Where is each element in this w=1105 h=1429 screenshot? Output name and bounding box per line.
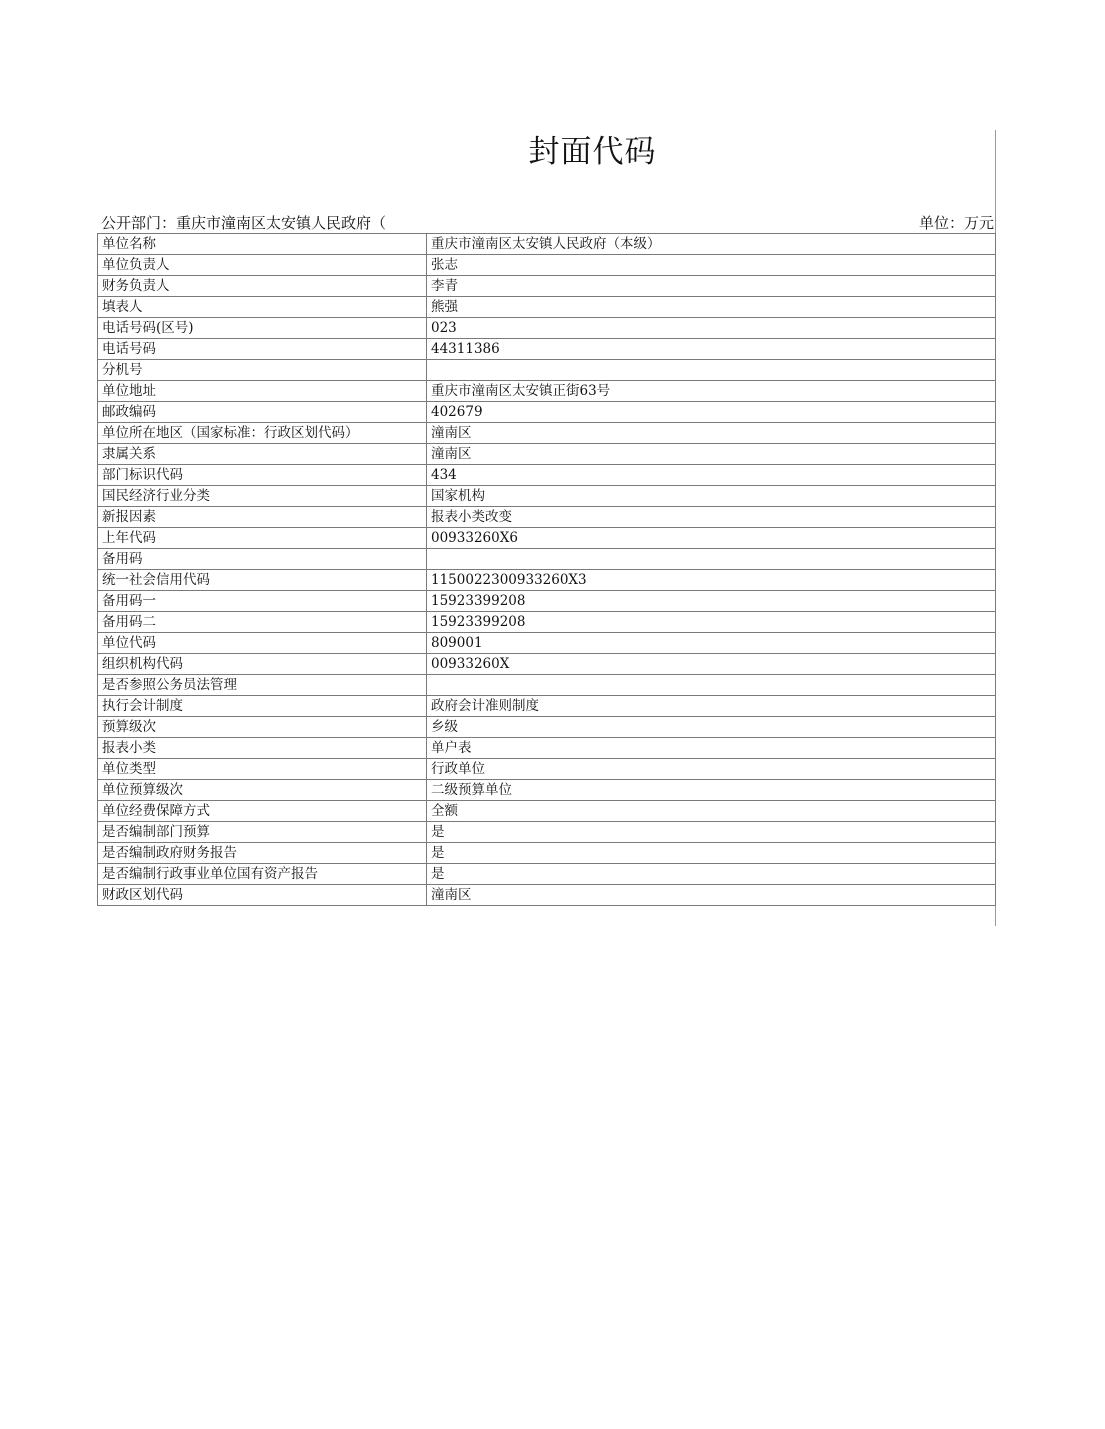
table-row [98, 423, 996, 444]
table-row [98, 297, 996, 318]
cover-code-table [97, 233, 996, 906]
row-label: 财政区划代码 [98, 885, 427, 906]
row-value: 潼南区 [427, 444, 996, 465]
row-label: 电话号码(区号) [98, 318, 427, 339]
row-value: 报表小类改变 [427, 507, 996, 528]
row-label: 单位负责人 [98, 255, 427, 276]
row-label: 新报因素 [98, 507, 427, 528]
row-value: 402679 [427, 402, 996, 423]
row-value: 单户表 [427, 738, 996, 759]
table-row [98, 780, 996, 801]
table-row [98, 465, 996, 486]
row-label: 分机号 [98, 360, 427, 381]
row-label: 隶属关系 [98, 444, 427, 465]
row-value: 1150022300933260X3 [427, 570, 996, 591]
row-value [427, 360, 996, 381]
table-row [98, 381, 996, 402]
row-value: 乡级 [427, 717, 996, 738]
row-value: 44311386 [427, 339, 996, 360]
row-label: 国民经济行业分类 [98, 486, 427, 507]
row-value: 张志 [427, 255, 996, 276]
row-label: 备用码一 [98, 591, 427, 612]
row-value: 潼南区 [427, 423, 996, 444]
table-header-meta [101, 212, 994, 234]
row-value: 是 [427, 822, 996, 843]
table-row [98, 633, 996, 654]
row-label: 是否编制部门预算 [98, 822, 427, 843]
table-row [98, 612, 996, 633]
unit-label: 单位：万元 [918, 214, 994, 232]
row-value: 行政单位 [427, 759, 996, 780]
row-value: 李青 [427, 276, 996, 297]
table-row [98, 675, 996, 696]
table-row [98, 507, 996, 528]
row-value: 00933260X6 [427, 528, 996, 549]
row-value: 是 [427, 864, 996, 885]
row-value: 二级预算单位 [427, 780, 996, 801]
table-row [98, 360, 996, 381]
row-value: 15923399208 [427, 612, 996, 633]
row-value: 023 [427, 318, 996, 339]
table-row [98, 276, 996, 297]
row-value: 政府会计准则制度 [427, 696, 996, 717]
table-row [98, 759, 996, 780]
row-label: 填表人 [98, 297, 427, 318]
row-label: 是否编制行政事业单位国有资产报告 [98, 864, 427, 885]
row-value [427, 675, 996, 696]
table-row [98, 738, 996, 759]
table-row [98, 864, 996, 885]
table-row [98, 717, 996, 738]
cover-code-table-body [98, 234, 996, 906]
row-label: 执行会计制度 [98, 696, 427, 717]
row-label: 是否参照公务员法管理 [98, 675, 427, 696]
row-value [427, 549, 996, 570]
row-label: 是否编制政府财务报告 [98, 843, 427, 864]
row-label: 组织机构代码 [98, 654, 427, 675]
row-label: 单位名称 [98, 234, 427, 255]
page-title: 封面代码 [528, 134, 657, 170]
row-label: 单位所在地区（国家标准：行政区划代码） [98, 423, 427, 444]
table-row [98, 255, 996, 276]
table-row [98, 234, 996, 255]
row-label: 上年代码 [98, 528, 427, 549]
row-value: 熊强 [427, 297, 996, 318]
table-row [98, 570, 996, 591]
row-label: 单位类型 [98, 759, 427, 780]
row-label: 财务负责人 [98, 276, 427, 297]
row-label: 备用码二 [98, 612, 427, 633]
table-row [98, 486, 996, 507]
row-value: 全额 [427, 801, 996, 822]
table-row [98, 591, 996, 612]
row-label: 单位代码 [98, 633, 427, 654]
row-value: 重庆市潼南区太安镇正街63号 [427, 381, 996, 402]
table-row [98, 339, 996, 360]
row-value: 15923399208 [427, 591, 996, 612]
row-label: 邮政编码 [98, 402, 427, 423]
table-row [98, 444, 996, 465]
table-row [98, 885, 996, 906]
row-value: 是 [427, 843, 996, 864]
row-value: 重庆市潼南区太安镇人民政府（本级） [427, 234, 996, 255]
department-label: 公开部门：重庆市潼南区太安镇人民政府（ [101, 214, 387, 232]
table-row [98, 549, 996, 570]
row-label: 单位预算级次 [98, 780, 427, 801]
table-row [98, 654, 996, 675]
row-value: 国家机构 [427, 486, 996, 507]
table-row [98, 822, 996, 843]
table-row [98, 528, 996, 549]
row-label: 单位地址 [98, 381, 427, 402]
row-label: 预算级次 [98, 717, 427, 738]
row-value: 潼南区 [427, 885, 996, 906]
table-row [98, 801, 996, 822]
row-label: 电话号码 [98, 339, 427, 360]
row-label: 部门标识代码 [98, 465, 427, 486]
table-row [98, 843, 996, 864]
row-label: 统一社会信用代码 [98, 570, 427, 591]
table-row [98, 318, 996, 339]
row-label: 单位经费保障方式 [98, 801, 427, 822]
row-label: 备用码 [98, 549, 427, 570]
row-value: 809001 [427, 633, 996, 654]
table-row [98, 402, 996, 423]
table-row [98, 696, 996, 717]
row-value: 00933260X [427, 654, 996, 675]
row-value: 434 [427, 465, 996, 486]
row-label: 报表小类 [98, 738, 427, 759]
